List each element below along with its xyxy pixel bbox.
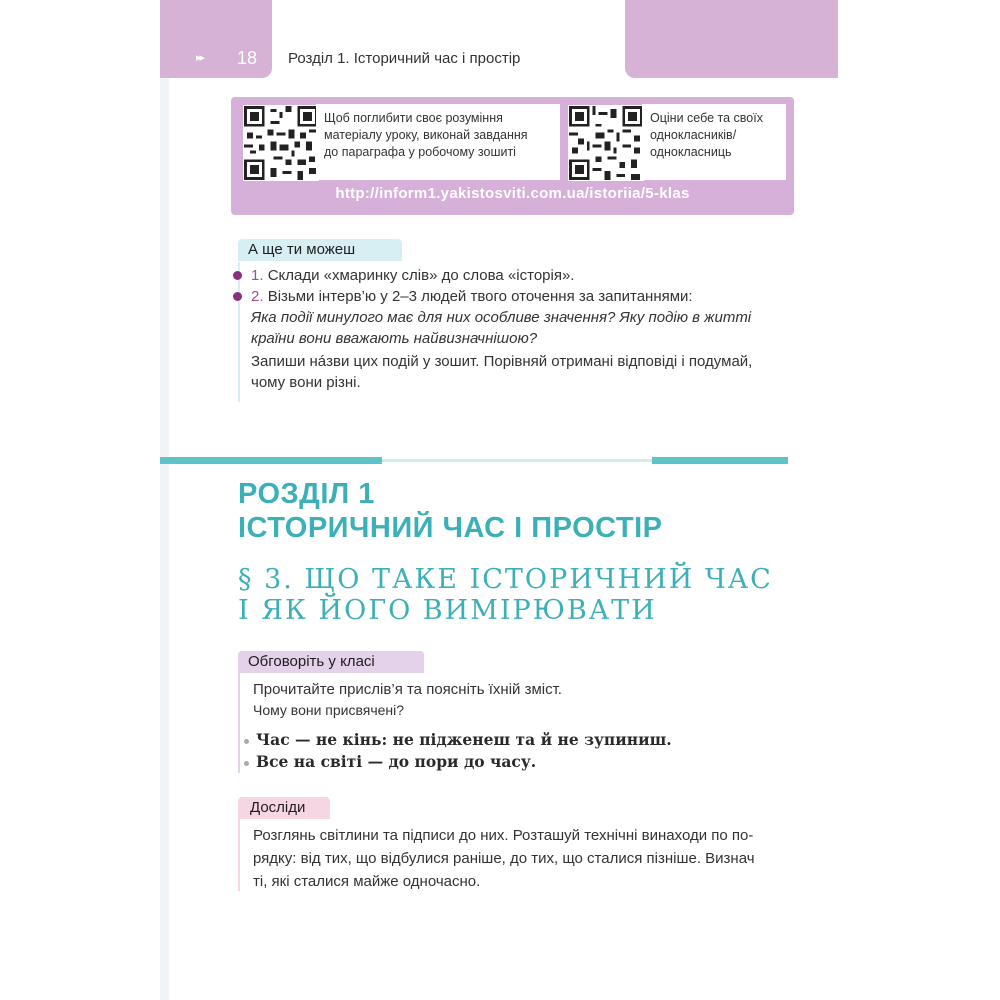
double-arrow-icon: ▸▸ [196, 52, 204, 64]
section-title-line: ІСТОРИЧНИЙ ЧАС І ПРОСТІР [238, 512, 663, 544]
qr-self-assessment-caption-line: Оціни себе та своїх [650, 111, 763, 125]
header-right-tab [625, 0, 838, 78]
section-title-line: РОЗДІЛ 1 [238, 478, 375, 510]
running-head: Розділ 1. Історичний час і простір [288, 50, 521, 67]
extra-tasks-tag: А ще ти можеш [238, 239, 402, 261]
extra-task-2-question-line: країни вони вважають найвизначнішою? [251, 330, 538, 347]
page-margin-strip [160, 0, 169, 1000]
qr-workbook-caption-line: матеріалу уроку, виконай завдання [324, 128, 528, 142]
paragraph-title-line: І ЯК ЙОГО ВИМІРЮВАТИ [238, 595, 657, 626]
proverb: Час — не кінь: не підженеш та й не зупиниш. [256, 730, 672, 749]
extra-task-2 [251, 286, 693, 307]
extra-task-2-instruction-line: Запиши нáзви цих подій у зошит. Порівняй отримані відповіді і подумай, [251, 353, 753, 370]
qr-workbook-caption-line: Щоб поглибити своє розуміння [324, 111, 503, 125]
extra-task-2-question-line: Яка події минулого має для них особливе значення? Яку подію в житті [251, 309, 752, 326]
task-text: Склади «хмаринку слів» до слова «історія». [267, 267, 575, 284]
qr-self-assessment-caption-line: однокласників/ [650, 128, 737, 142]
discuss-side-rule [238, 673, 240, 773]
page-number: 18 [237, 48, 258, 68]
discuss-instruction-line: Прочитайте прислів’я та поясніть їхній зміст. [253, 681, 562, 698]
section-divider-left [160, 457, 382, 464]
section-divider-right [652, 457, 788, 464]
explore-tag: Досліди [238, 797, 330, 819]
qr-self-assessment-caption [642, 104, 786, 180]
proverb-bullet [244, 761, 249, 766]
explore-text-line: Розглянь світлини та підписи до них. Розташуй технічні винаходи по по- [253, 827, 754, 844]
proverb-bullet [244, 739, 249, 744]
task-number: 2. [251, 288, 264, 305]
extra-task-1 [251, 265, 574, 286]
paragraph-title-line: § 3. ЩО ТАКЕ ІСТОРИЧНИЙ ЧАС [238, 564, 773, 595]
task-text: Візьми інтерв’ю у 2–3 людей твого оточення за запитаннями: [267, 288, 693, 305]
extra-task-2-instruction-line: чому вони різні. [251, 374, 361, 391]
qr-code-workbook-icon[interactable] [243, 105, 319, 181]
qr-code-self-assessment-icon[interactable] [568, 105, 644, 181]
bullet-dot [233, 271, 242, 280]
qr-workbook-caption-line: до параграфа у робочому зошиті [324, 145, 516, 159]
discuss-in-class-tag: Обговоріть у класі [238, 651, 424, 673]
qr-self-assessment-caption-line: однокласниць [650, 145, 732, 159]
task-number: 1. [251, 267, 264, 284]
bullet-dot [233, 292, 242, 301]
explore-text-line: рядку: від тих, що відбулися раніше, до тих, що сталися пізніше. Визнач [253, 850, 755, 867]
explore-side-rule [238, 819, 240, 891]
section-divider-middle [382, 459, 652, 462]
proverb: Все на світі — до пори до часу. [256, 752, 537, 771]
qr-workbook-caption [316, 104, 560, 180]
resource-url-link[interactable]: http://inform1.yakistosviti.com.ua/istoriia/5-klas [335, 185, 690, 202]
explore-text-line: ті, які сталися майже одночасно. [253, 873, 481, 890]
discuss-instruction-line: Чому вони присвячені? [253, 702, 405, 718]
